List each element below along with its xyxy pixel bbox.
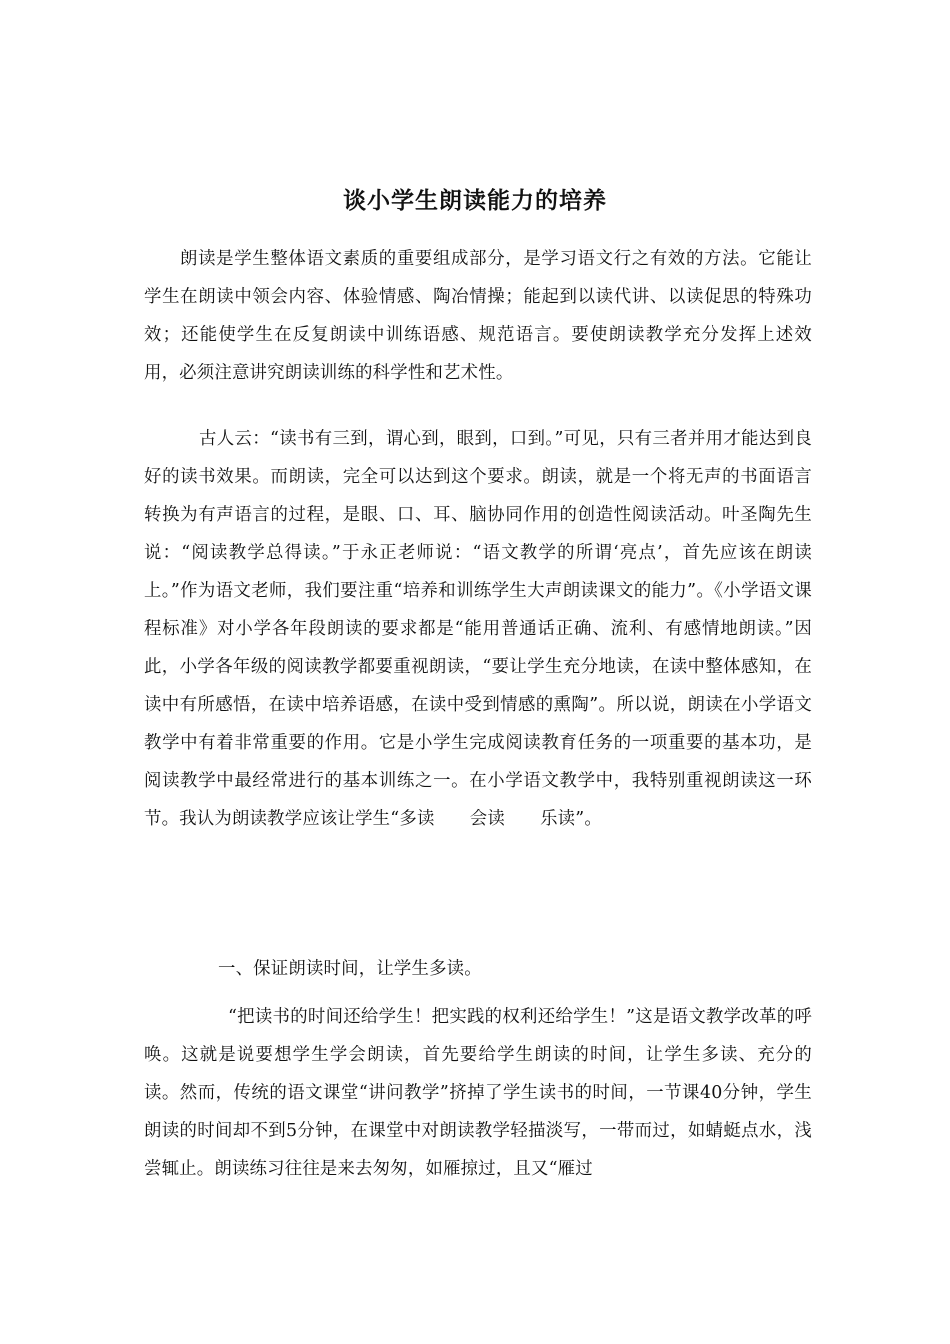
section-heading-1: 一、保证朗读时间，让学生多读。 xyxy=(218,959,482,979)
paragraph-ancient-saying: 古人云：“读书有三到，谓心到，眼到，口到。”可见，只有三者并用才能达到良好的读书效果。而朗读，完全可以达到这个要求。朗读，就是一个将无声的书面语言转换为有声语言的过程，是眼、口、耳、脑协同作用的创造性阅读活动。叶圣陶先生说：“阅读教学总得读。”于永正老师说：“语文教学的所谓‘亮点’，首先应该在朗读上。”作为语文老师，我们要注重“培养和训练学生大声朗读课文的能力”。《小学语文课程标准》对小学各年段朗读的要求都是“能用普通话正确、流利、有感情地朗读。”因此，小学各年级的阅读教学都要重视朗读，“要让学生充分地读，在读中整体感知，在读中有所感悟，在读中培养语感，在读中受到情感的熏陶”。所以说，朗读在小学语文教学中有着非常重要的作用。它是小学生完成阅读教育任务的一项重要的基本功，是阅读教学中最经常进行的基本训练之一。在小学语文教学中，我特别重视朗读这一环节。我认为朗读教学应该让学生“多读 会读 乐读”。 xyxy=(144,429,812,829)
paragraph-reading-time: “把读书的时间还给学生！把实践的权利还给学生！”这是语文教学改革的呼唤。这就是说要想学生学会朗读，首先要给学生朗读的时间，让学生多读、充分的读。然而，传统的语文课堂“讲问教学”挤掉了学生读书的时间，一节课40分钟，学生朗读的时间却不到5分钟，在课堂中对朗读教学轻描淡写，一带而过，如蜻蜓点水，浅尝辄止。朗读练习往往是来去匆匆，如雁掠过，且又“雁过 xyxy=(144,1007,812,1179)
paragraph-intro: 朗读是学生整体语文素质的重要组成部分，是学习语文行之有效的方法。它能让学生在朗读中领会内容、体验情感、陶冶情操；能起到以读代讲、以读促思的特殊功效；还能使学生在反复朗读中训练语感、规范语言。要使朗读教学充分发挥上述效用，必须注意讲究朗读训练的科学性和艺术性。 xyxy=(144,249,812,383)
document-title: 谈小学生朗读能力的培养 xyxy=(343,188,607,214)
